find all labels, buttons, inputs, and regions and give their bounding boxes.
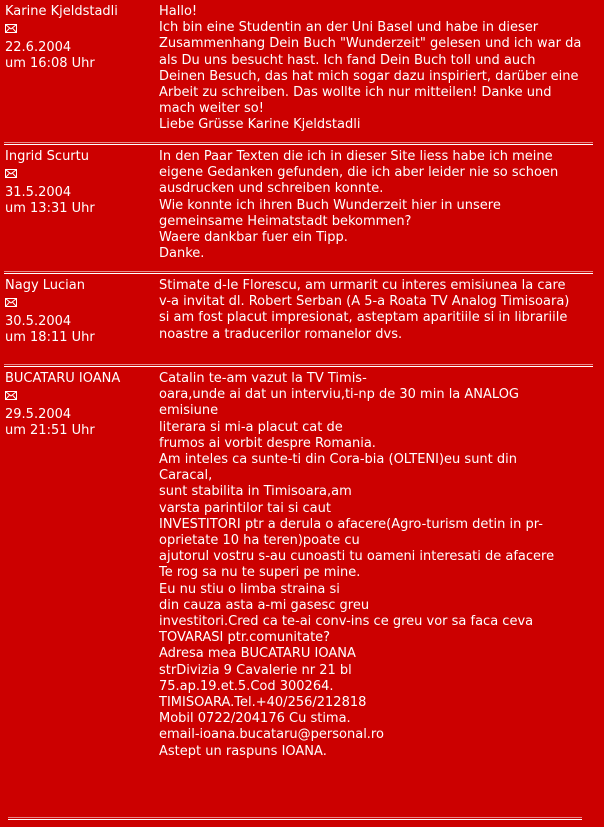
guestbook-entry — [0, 274, 604, 360]
mail-icon[interactable] — [5, 298, 153, 314]
message-line: Adresa mea BUCATARU IOANA — [159, 646, 356, 662]
message-line: Waere dankbar fuer ein Tipp. — [159, 230, 348, 246]
message-line: emisiune — [159, 403, 219, 419]
message-line: frumos ai vorbit despre Romania. — [159, 435, 376, 451]
entry-date: 31.5.2004 — [5, 185, 72, 201]
entry-message — [153, 4, 593, 138]
message-line: Liebe Grüsse Karine Kjeldstadli — [159, 117, 361, 133]
entry-date: 22.6.2004 — [5, 40, 72, 56]
entry-time: um 13:31 Uhr — [5, 201, 95, 217]
message-line: Te rog sa nu te superi pe mine. — [159, 565, 361, 581]
message-line: strDivizia 9 Cavalerie nr 21 bl — [159, 662, 352, 678]
message-line: eigene Gedanken gefunden, die ich aber leider nie so schoen — [159, 165, 559, 181]
message-line: Wie konnte ich ihren Buch Wunderzeit hier in unsere — [159, 197, 501, 213]
entry-message — [153, 278, 593, 360]
message-line: oprietate 10 ha teren)poate cu — [159, 533, 360, 549]
message-line: als Du uns besucht hast. Ich fand Dein Buch toll und auch — [159, 52, 536, 68]
entry-message — [153, 149, 593, 267]
message-line: Danke. — [159, 246, 205, 262]
message-line: mach weiter so! — [159, 101, 264, 117]
message-line: 75.ap.19.et.5.Cod 300264. — [159, 678, 334, 694]
message-line: Zusammenhang Dein Buch "Wunderzeit" gelesen und ich war da — [159, 36, 582, 52]
message-line: din cauza asta a-mi gasesc greu — [159, 597, 370, 613]
message-line: ausdrucken und schreiben konnte. — [159, 181, 384, 197]
entry-time: um 18:11 Uhr — [5, 330, 95, 346]
message-line: investitori.Cred ca te-ai conv-ins ce greu vor sa faca ceva — [159, 614, 534, 630]
guestbook-entry — [0, 0, 604, 138]
author-name: Karine Kjeldstadli — [5, 4, 118, 19]
guestbook-entry — [0, 145, 604, 267]
message-line: Astept un raspuns IOANA. — [159, 743, 327, 759]
message-line: Am inteles ca sunte-ti din Cora-bia (OLTENI)eu sunt din — [159, 452, 518, 468]
mail-icon[interactable] — [5, 391, 153, 407]
author-name: BUCATARU IOANA — [5, 371, 121, 386]
message-line: Ich bin eine Studentin an der Uni Basel und habe in dieser — [159, 20, 539, 36]
message-line: Mobil 0722/204176 Cu stima. — [159, 711, 351, 727]
entry-time: um 16:08 Uhr — [5, 56, 95, 72]
message-line: Arbeit zu schreiben. Das wollte ich nur mitteilen! Danke und — [159, 85, 552, 101]
message-line: INVESTITORI ptr a derula o afacere(Agro-turism detin in pr- — [159, 516, 543, 532]
message-line: gemeinsame Heimatstadt bekommen? — [159, 213, 412, 229]
entry-author — [0, 278, 153, 360]
message-line: Deinen Besuch, das hat mich sogar dazu inspiriert, darüber eine — [159, 68, 579, 84]
entry-author — [0, 4, 153, 138]
entry-divider — [8, 817, 582, 820]
message-line: literara si mi-a placut cat de — [159, 419, 343, 435]
entry-date: 29.5.2004 — [5, 407, 72, 423]
message-line: In den Paar Texten die ich in dieser Site liess habe ich meine — [159, 149, 553, 164]
message-line: sunt stabilita in Timisoara,am — [159, 484, 352, 500]
message-line: Hallo! — [159, 4, 198, 19]
entry-time: um 21:51 Uhr — [5, 423, 95, 439]
message-line: Catalin te-am vazut la TV Timis- — [159, 371, 367, 386]
entry-date: 30.5.2004 — [5, 314, 72, 330]
message-line: TIMISOARA.Tel.+40/256/212818 — [159, 695, 367, 711]
message-line: Eu nu stiu o limba straina si — [159, 581, 340, 597]
message-line: Caracal, — [159, 468, 213, 484]
guestbook-entry — [0, 367, 604, 811]
entry-author — [0, 149, 153, 267]
message-line: ajutorul vostru s-au cunoasti tu oameni interesati de afacere — [159, 549, 555, 565]
message-line: si am fost placut impresionat, asteptam aparitiile si in librariile — [159, 310, 568, 326]
author-name: Nagy Lucian — [5, 278, 85, 293]
message-line: TOVARASI ptr.comunitate? — [159, 630, 331, 646]
message-line: varsta parintilor tai si caut — [159, 500, 331, 516]
message-line: v-a invitat dl. Robert Serban (A 5-a Roata TV Analog Timisoara) — [159, 294, 570, 310]
message-line: noastre a traducerilor romanelor dvs. — [159, 326, 403, 342]
mail-icon[interactable] — [5, 169, 153, 185]
message-line: oara,unde ai dat un interviu,ti-np de 30 min la ANALOG — [159, 387, 519, 403]
message-line: email-ioana.bucataru@personal.ro — [159, 727, 384, 743]
entry-message — [153, 371, 593, 811]
mail-icon[interactable] — [5, 24, 153, 40]
author-name: Ingrid Scurtu — [5, 149, 89, 164]
message-line: Stimate d-le Florescu, am urmarit cu interes emisiunea la care — [159, 278, 566, 293]
entry-author — [0, 371, 153, 811]
